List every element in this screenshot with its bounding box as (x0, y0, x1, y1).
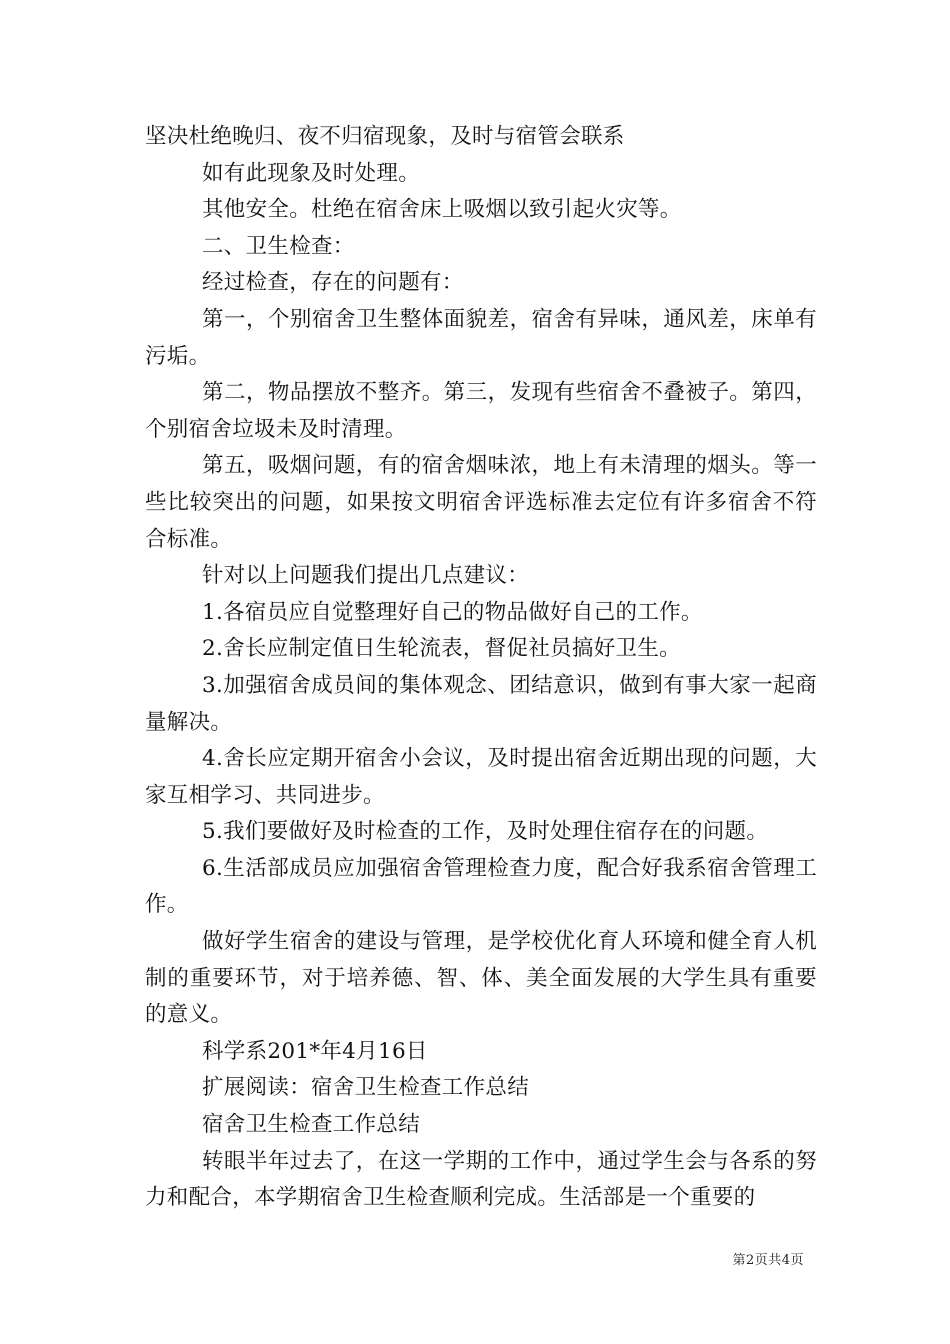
paragraph: 坚决杜绝晚归、夜不归宿现象，及时与宿管会联系 (145, 124, 625, 149)
list-item: 3.加强宿舍成员间的集体观念、团结意识，做到有事大家一起商量解决。 (145, 672, 817, 735)
document-title: 宿舍卫生检查工作总结 (202, 1112, 421, 1138)
list-item: 5.我们要做好及时检查的工作，及时处理住宿存在的问题。 (202, 819, 769, 845)
list-item: 4.舍长应定期开宿舍小会议，及时提出宿舍近期出现的问题，大家互相学习、共同进步。 (145, 746, 817, 808)
extended-reading-heading: 扩展阅读：宿舍卫生检查工作总结 (202, 1075, 530, 1101)
section-heading: 二、卫生检查： (202, 233, 355, 259)
paragraph: 针对以上问题我们提出几点建议： (202, 563, 530, 589)
paragraph: 第一，个别宿舍卫生整体面貌差，宿舍有异味，通风差，床单有污垢。 (145, 306, 817, 369)
document-body (145, 119, 817, 1217)
list-item: 2.舍长应制定值日生轮流表，督促社员搞好卫生。 (202, 636, 681, 662)
paragraph: 其他安全。杜绝在宿舍床上吸烟以致引起火灾等。 (202, 197, 682, 223)
list-item: 1.各宿员应自觉整理好自己的物品做好自己的工作。 (202, 599, 703, 625)
paragraph: 经过检查，存在的问题有： (202, 270, 464, 296)
paragraph: 如有此现象及时处理。 (202, 160, 421, 186)
paragraph: 第二，物品摆放不整齐。第三，发现有些宿舍不叠被子。第四，个别宿舍垃圾未及时清理。 (145, 380, 817, 442)
paragraph: 转眼半年过去了，在这一学期的工作中，通过学生会与各系的努力和配合，本学期宿舍卫生检查顺利完成。生活部是一个重要的 (145, 1148, 817, 1211)
paragraph: 做好学生宿舍的建设与管理，是学校优化育人环境和健全育人机制的重要环节，对于培养德、智、体、美全面发展的大学生具有重要的意义。 (145, 929, 817, 1028)
list-item: 6.生活部成员应加强宿舍管理检查力度，配合好我系宿舍管理工作。 (145, 855, 817, 918)
page-number: 第2页共4页 (732, 1253, 804, 1268)
paragraph: 第五，吸烟问题，有的宿舍烟味浓，地上有未清理的烟头。等一些比较突出的问题，如果按文明宿舍评选标准去定位有许多宿舍不符合标准。 (145, 453, 817, 552)
signature-date: 科学系201*年4月16日 (202, 1038, 428, 1064)
